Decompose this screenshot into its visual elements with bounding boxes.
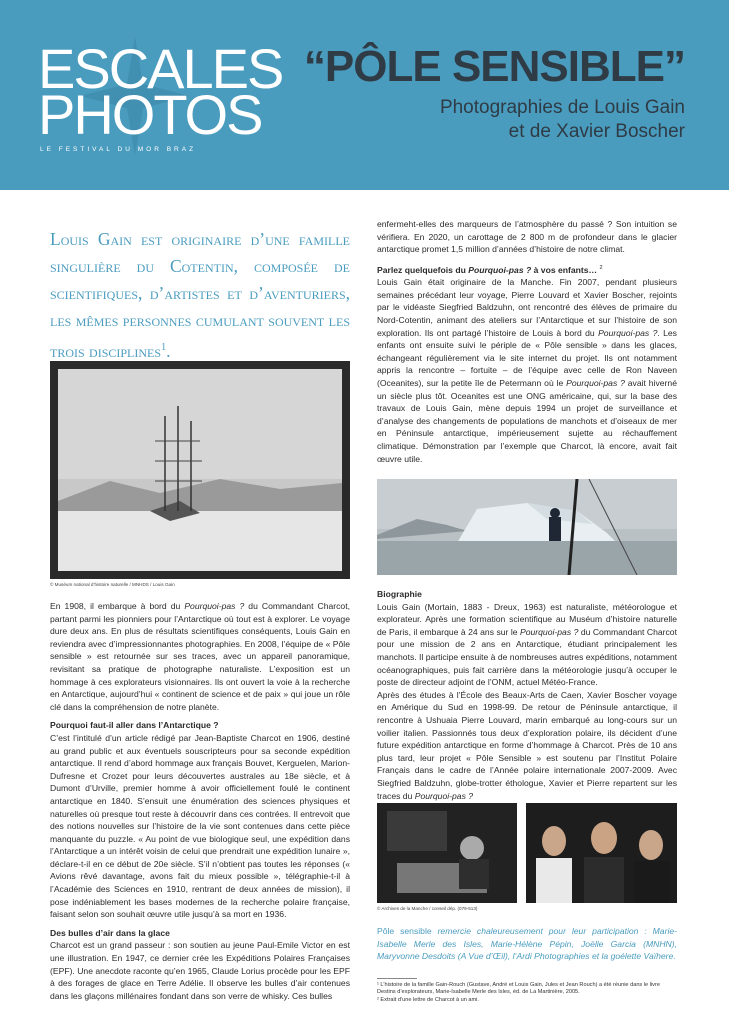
acknowledgements: Pôle sensible remercie chaleureusement pour leur participation : Marie-Isabelle Merle des Isles, Marie-Hélène Pépin, Joëlle Garcia (MNHN), Maryvonne Desdoits (A Vue d’Œil), l’Ardi Photographies et la goélette Vaïhere. — [377, 926, 677, 962]
heading-air-bubbles: Des bulles d’air dans la glace — [50, 927, 170, 938]
festival-logo — [38, 37, 283, 154]
iceberg-bow-photo — [377, 479, 677, 575]
logo-tagline: LE FESTIVAL DU MOR BRAZ — [40, 146, 197, 153]
page-title: “PÔLE SENSIBLE” — [303, 42, 685, 91]
right-column-bio — [377, 588, 677, 802]
page-subtitle — [365, 96, 685, 144]
footnote-1: ¹ L’histoire de la famille Gain-Rouch (Gustave, André et Louis Gain, Jules et Jean Rouch) a été réunie dans le livre Destins d’explorateurs, Marie-Isabelle Merle des Isles, éd. de La Martinière, 2005. — [377, 982, 660, 996]
footnotes — [377, 982, 677, 1004]
footnote-2: ² Extrait d’une lettre de Charcot à un ami. — [377, 996, 479, 1003]
heading-biography: Biographie — [377, 589, 422, 599]
footnote-ref-1: 1 — [161, 342, 167, 353]
left-column — [50, 600, 350, 1002]
team-portrait-photo — [526, 803, 677, 903]
bio-paragraph-1: Louis Gain (Mortain, 1883 - Dreux, 1963) est naturaliste, météorologue et explorateur. Après une formation scientifique au Muséum d’histoire naturelle de Paris, il embarque à 24 ans sur le Pourquoi-pas ? du Commandant Charcot pour une mission de 2 ans en Antarctique, étudiant principalement les manchots. Il participe ensuite à de nombreuses autres expéditions, notamment océanographiques, puis fait carrière dans la météorologie jusqu’à occuper le poste de directeur adjoint de l’ONM, actuel Météo-France. — [377, 601, 677, 688]
logo-word-photos: PHOTOS — [38, 83, 262, 146]
bio-paragraph-2: Après des études à l’École des Beaux-Arts de Caen, Xavier Boscher voyage en Amérique du Sud en 1998-99. De retour de Péninsule antarctique, il rencontre à Ushuaia Pierre Louvard, marin embarqué au long-cours sur un voilier italien. Passionnés tous deux d’exploration polaire, ils décident d’une future expédition antarctique en forme d’hommage à Charcot. Près de 10 ans plus tard, leur projet « Pôle Sensible » est soutenu par l’Institut Polaire Français dans le cadre de l’Année polaire internationale 2007-2009. Avec Siegfried Baldzuhn, globe-trotter éthologue, Xavier et Pierre repartent sur les traces du Pourquoi-pas ? — [377, 689, 677, 801]
subtitle-line-1: Photographies de Louis Gain — [439, 97, 685, 118]
left-paragraph-2: C’est l’intitulé d’un article rédigé par Jean-Baptiste Charcot en 1906, destiné au grand public et aux éventuels souscripteurs pour sa seconde expédition antarctique. Il rend d’abord hommage aux français Bouvet, Kerguelen, Marion-Dufresne et Crozet pour leurs découvertes australes au 18e siècle, et à Dumont d’Urville, premier homme à avoir officiellement foulé le continent antarctique en 1840. S’ensuit une énumération des sciences physiques et naturelles où presque tout reste à découvrir dans ces contrées. Il entrevoit que des notions nouvelles sur l’histoire de la vie sont contenues dans cette pièce manquante du puzzle. « Au point de vue biologique seul, une expédition dans l’Antarctique a un intérêt voisin de celui que prendrait une expédition lunaire », déclare-t-il en ce début de 20e siècle. S’il n’obtient pas toutes les réponses (« Avions rêvé davantage, avons fait du mieux possible », télégraphie-t-il à l’Académie des Sciences en 1910, rentrant de deux années de mission), il pose indéniablement les bases modernes de la recherche polaire française, faisant selon son souhait œuvre utile jusqu’à sa mort en 1936. — [50, 732, 350, 920]
right-paragraph-0: enfermeht-elles des marqueurs de l’atmosphère du passé ? Son intuition se vérifiera. En 2020, un carottage de 2 800 m de profondeur dans le glacier antarctique promet 1,5 million d’années d’histoire de notre climat. — [377, 219, 677, 255]
archive-desk-photo — [377, 803, 517, 903]
logo-word-escales: ESCALES — [38, 37, 283, 100]
archive-photo-caption: © Archives de la Manche / conseil dép. (079-513) — [377, 906, 478, 911]
heading-talk-to-children: Parlez quelquefois du Pourquoi-pas ? à vos enfants… $^2$ — [377, 264, 603, 275]
ship-in-ice-photo — [50, 361, 350, 579]
left-paragraph-3: Charcot est un grand passeur : son soutien au jeune Paul-Emile Victor en est une illustration. En 1947, ce dernier crée les Expéditions Polaires Françaises (EPF). Une anecdote raconte qu’en 1965, Claude Lorius procède pour les EPF à des forages de glace en Terre Adélie. Il observe les bulles d’air contenues dans les glaçons millénaires fondant dans son verre de whisky. Ces bulles — [50, 940, 351, 1001]
footnote-divider — [377, 978, 417, 979]
header-banner — [0, 0, 729, 190]
right-paragraph-1: Louis Gain était originaire de la Manche. Fin 2007, pendant plusieurs semaines précédant leur voyage, Pierre Louvard et Xavier Boscher, rejoints par le vidéaste Siegfried Baldzuhn, ont rencontré des élèves de primaire du Nord-Cotentin, animant des ateliers sur l’Antarctique et sur l’histoire de son exploration. Ils ont partagé l’histoire de Louis à bord du Pourquoi-pas ?. Les enfants ont ensuite suivi le périple de « Pôle sensible » dans les glaces, échangeant régulièrement via le site internet du projet. Ils ont notamment appris la rencontre – fortuite – de l’équipe avec celle de Ron Naveen (Oceanites), sur la petite île de Petermann où le Pourquoi-pas ? avait hiverné un siècle plus tôt. Oceanites est une ONG américaine, qui, sur la base des travaux de Louis Gain, mène depuis 1994 un projet de surveillance et d’analyse des changements de populations de manchots et d’oiseaux de mer en Péninsule antarctique, impérieusement sujette au réchauffement climatique. Démonstration par l’exemple que Charcot, là encore, avait fait œuvre utile. — [377, 277, 677, 464]
intro-text: Louis Gain est originaire d’une famille singulière du Cotentin, composée de scientifiques, d’artistes et d’aventuriers, les mêmes personnes cumulant souvent les trois disciplines — [50, 229, 350, 361]
ship-photo-caption: © Muséum national d’histoire naturelle / MNHDS / Louis Gain — [50, 582, 175, 587]
right-column-top — [377, 218, 677, 465]
intro-paragraph: Louis Gain est originaire d’une famille singulière du Cotentin, composée de scientifiques, d’artistes et d’aventuriers, les mêmes personnes cumulant souvent les trois disciplines$^1$. — [50, 229, 350, 361]
heading-why-antarctica: Pourquoi faut-il aller dans l’Antarctique ? — [50, 720, 219, 731]
subtitle-line-2: et de Xavier Boscher — [508, 121, 685, 142]
left-paragraph-1: En 1908, il embarque à bord du Pourquoi-pas ? du Commandant Charcot, partant parmi les pionniers pour l’Antarctique où tout est à explorer. Le voyage dure deux ans. En plus de résultats scientifiques conséquents, Louis Gain en reviendra avec d’impressionnantes photographies. En 2008, l’équipe de « Pôle sensible » est retournée sur ses traces, avec un appareil panoramique, revisitant sa pratique de photographe naturaliste. L’exposition est un hommage à ces explorateurs visionnaires. Ils ont ouvert la voie à la recherche en Antarctique, aujourd’hui « continent de science et de paix » qui joue un rôle clé dans la compréhension de notre planète. — [50, 601, 350, 712]
